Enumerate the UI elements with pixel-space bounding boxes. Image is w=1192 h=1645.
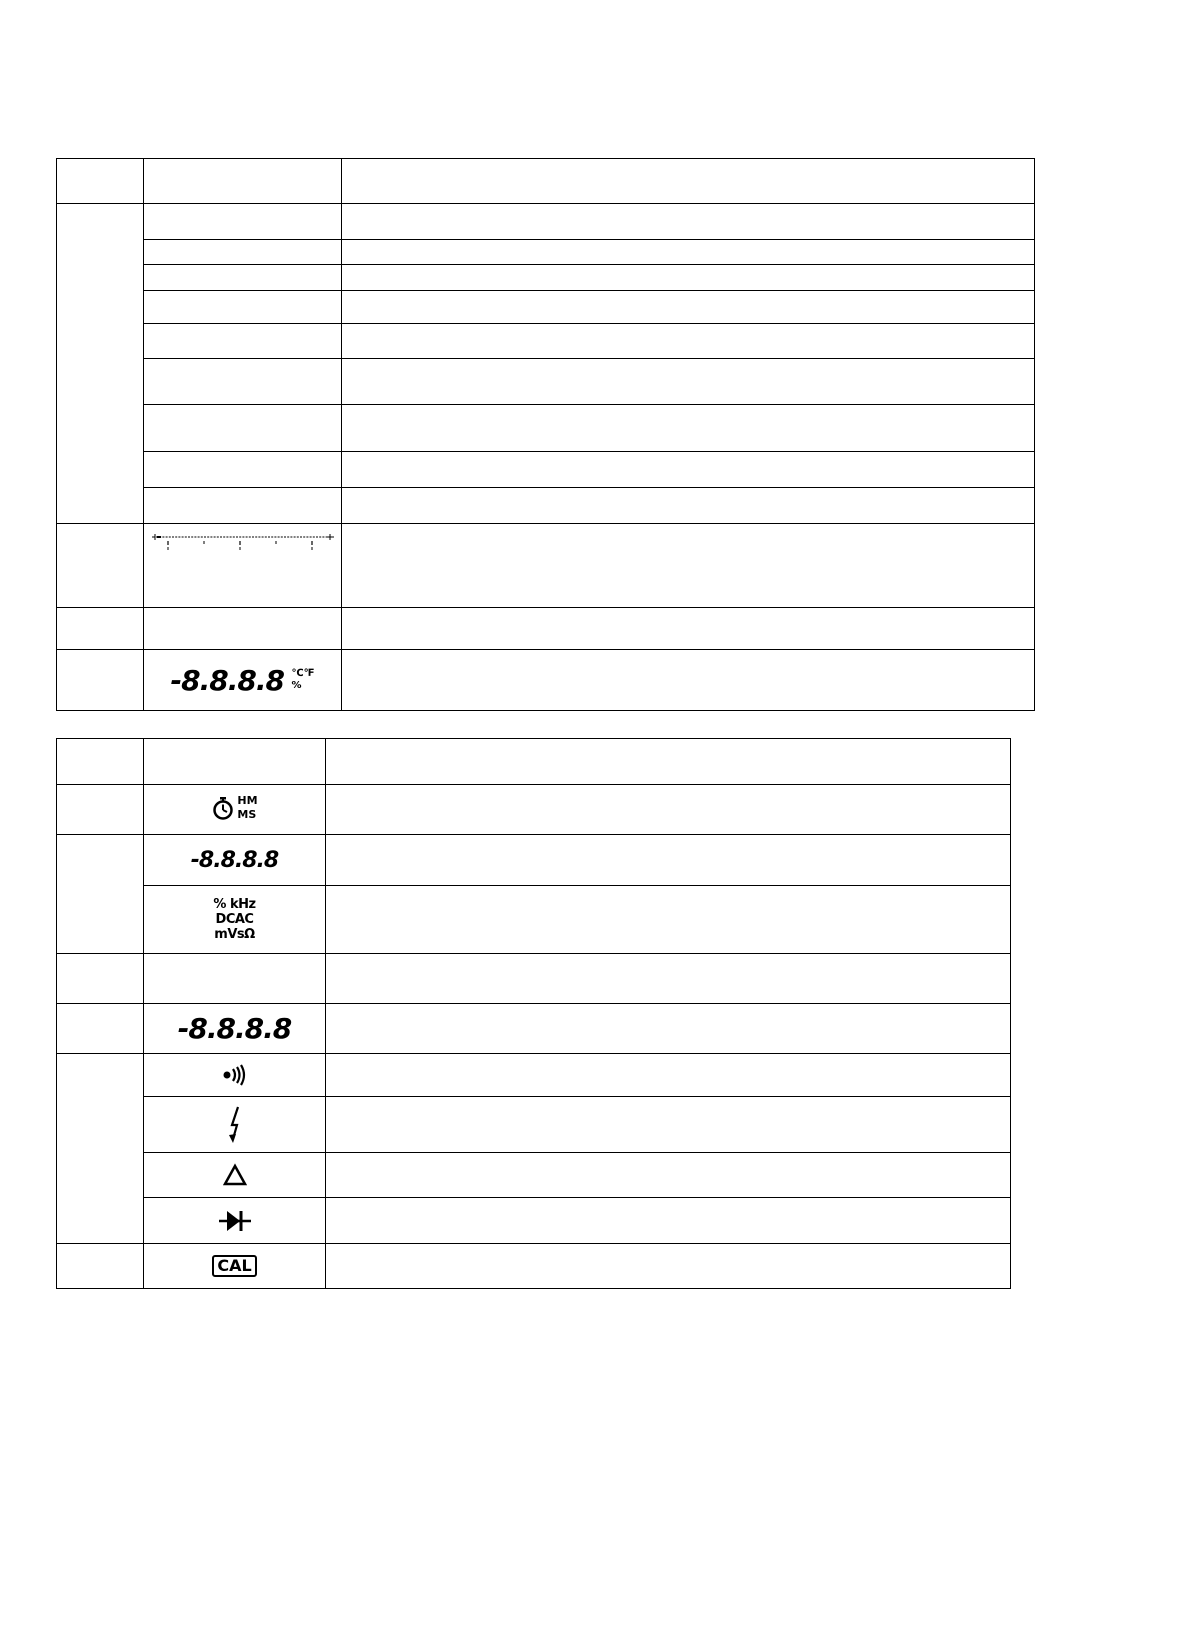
table-row (57, 650, 1035, 711)
timer-icon (144, 785, 326, 835)
lightning-icon (225, 1105, 245, 1145)
diode-test-icon (144, 1198, 326, 1244)
table-row (57, 1097, 1011, 1153)
continuity-beeper-icon (144, 1054, 326, 1097)
table-row (57, 405, 1035, 452)
table-row (57, 488, 1035, 524)
description-cell (326, 835, 1011, 886)
table-row (57, 452, 1035, 488)
description-cell (342, 291, 1035, 324)
cal-label: CAL (217, 1256, 252, 1275)
symbol-cell (144, 405, 342, 452)
symbol-table-lower (56, 738, 1011, 1289)
description-cell (326, 1004, 1011, 1054)
table-row (57, 886, 1011, 954)
description-cell (326, 1244, 1011, 1289)
table-header-row (57, 739, 1011, 785)
table-row (57, 324, 1035, 359)
secondary-display-digits: -8.8.8.8 (177, 1012, 292, 1045)
stopwatch-icon (211, 796, 235, 820)
table-row (57, 608, 1035, 650)
main-display-digits: -8.8.8.8 (190, 847, 279, 873)
analog-bargraph-icon (144, 524, 342, 608)
table-header-row (57, 159, 1035, 204)
timer-hm-label: HM (237, 794, 258, 807)
high-voltage-icon (144, 1097, 326, 1153)
description-cell (326, 886, 1011, 954)
table-row (57, 785, 1011, 835)
group-cell (57, 835, 144, 954)
description-cell (326, 1054, 1011, 1097)
symbol-cell (144, 359, 342, 405)
group-cell (57, 608, 144, 650)
table-row (57, 265, 1035, 291)
description-cell (342, 240, 1035, 265)
description-cell (342, 265, 1035, 291)
main-display-digits-icon (144, 650, 342, 711)
group-cell (57, 1244, 144, 1289)
table-row (57, 204, 1035, 240)
symbol-table-upper (56, 158, 1035, 711)
group-cell (57, 785, 144, 835)
symbol-cell (144, 488, 342, 524)
symbol-cell (144, 204, 342, 240)
units-line-3: mVsΩ (214, 927, 255, 942)
description-cell (342, 488, 1035, 524)
group-cell (57, 524, 144, 608)
cal-badge (212, 1255, 256, 1277)
header-cell-description (342, 159, 1035, 204)
units-line-1: % kHz (213, 897, 256, 912)
table-row (57, 954, 1011, 1004)
table-row (57, 1004, 1011, 1054)
group-cell (57, 1054, 144, 1244)
description-cell (326, 785, 1011, 835)
beeper-icon (219, 1063, 251, 1087)
description-cell (342, 452, 1035, 488)
description-cell (342, 524, 1035, 608)
group-cell (57, 1004, 144, 1054)
table-row (57, 240, 1035, 265)
table-row (57, 1054, 1011, 1097)
delta-icon (223, 1163, 247, 1187)
description-cell (342, 650, 1035, 711)
description-cell (326, 954, 1011, 1004)
secondary-display-digits-icon (144, 1004, 326, 1054)
timer-ms-label: MS (237, 808, 257, 821)
measurement-units-icon (144, 886, 326, 954)
table-row (57, 1198, 1011, 1244)
table-row (57, 1153, 1011, 1198)
temperature-percent-units (291, 668, 314, 692)
description-cell (326, 1198, 1011, 1244)
table-row (57, 291, 1035, 324)
group-cell (57, 650, 144, 711)
table-row (57, 1244, 1011, 1289)
symbol-cell (144, 954, 326, 1004)
description-cell (326, 1097, 1011, 1153)
table-row (57, 835, 1011, 886)
symbol-cell (144, 291, 342, 324)
symbol-cell (144, 452, 342, 488)
percent-unit-label: % (291, 680, 302, 691)
description-cell (342, 359, 1035, 405)
table-row (57, 359, 1035, 405)
header-cell-symbol (144, 739, 326, 785)
description-cell (326, 1153, 1011, 1198)
symbol-cell (144, 608, 342, 650)
main-display-digits-icon (144, 835, 326, 886)
relative-delta-icon (144, 1153, 326, 1198)
description-cell (342, 324, 1035, 359)
header-cell-symbol (144, 159, 342, 204)
main-display-digits: -8.8.8.8 (170, 663, 285, 697)
header-cell-description (326, 739, 1011, 785)
diode-icon (218, 1208, 252, 1234)
group-cell (57, 954, 144, 1004)
table-row (57, 524, 1035, 608)
symbol-cell (144, 265, 342, 291)
description-cell (342, 204, 1035, 240)
header-cell-number (57, 159, 144, 204)
group-cell (57, 204, 144, 524)
units-line-2: DCAC (215, 912, 254, 927)
symbol-cell (144, 240, 342, 265)
header-cell-number (57, 739, 144, 785)
bargraph-scale-svg (144, 532, 342, 554)
description-cell (342, 405, 1035, 452)
temperature-units-label: ℃℉ (291, 668, 315, 679)
symbol-cell (144, 324, 342, 359)
calibration-indicator-icon (144, 1244, 326, 1289)
description-cell (342, 608, 1035, 650)
